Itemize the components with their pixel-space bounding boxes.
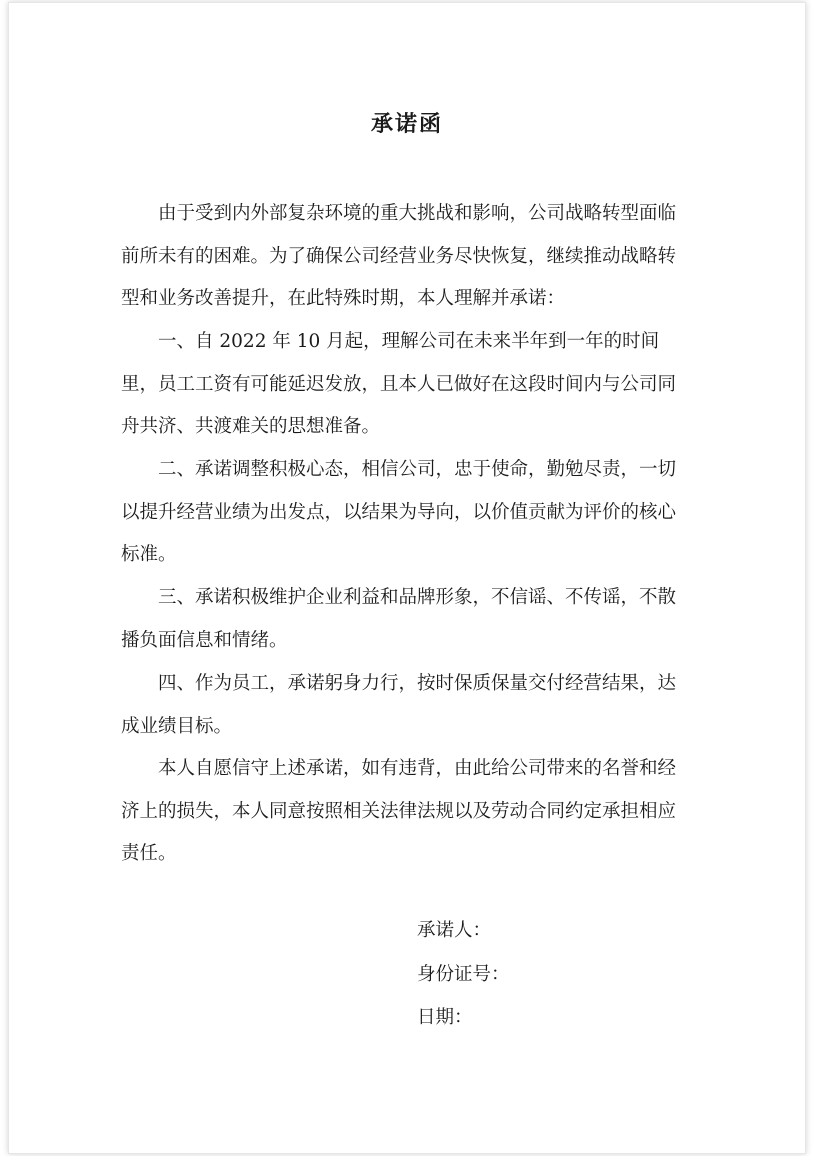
commitment-item-4: 四、作为员工，承诺躬身力行，按时保质保量交付经营结果，达成业绩目标。: [121, 673, 677, 737]
id-number-label: 身份证号：: [417, 964, 510, 985]
document-page: [8, 2, 806, 1154]
commitment-item-1: 一、自 2022 年 10 月起，理解公司在未来半年到一年的时间里，员工工资有可能延迟发放，且本人已做好在这段时间内与公司同舟共济、共渡难关的思想准备。: [121, 331, 677, 437]
intro-paragraph: 由于受到内外部复杂环境的重大挑战和影响，公司战略转型面临前所未有的困难。为了确保公司经营业务尽快恢复，继续推动战略转型和业务改善提升，在此特殊时期，本人理解并承诺：: [121, 203, 677, 309]
closing-paragraph: 本人自愿信守上述承诺，如有违背，由此给公司带来的名誉和经济上的损失，本人同意按照相关法律法规以及劳动合同约定承担相应责任。: [121, 758, 677, 864]
promisor-label: 承诺人：: [417, 920, 492, 941]
commitment-item-2: 二、承诺调整积极心态，相信公司，忠于使命，勤勉尽责，一切以提升经营业绩为出发点，以结果为导向，以价值贡献为评价的核心标准。: [121, 459, 677, 565]
document-title: 承诺函: [370, 111, 443, 137]
date-label: 日期：: [417, 1007, 473, 1028]
commitment-item-3: 三、承诺积极维护企业利益和品牌形象，不信谣、不传谣，不散播负面信息和情绪。: [121, 587, 677, 651]
